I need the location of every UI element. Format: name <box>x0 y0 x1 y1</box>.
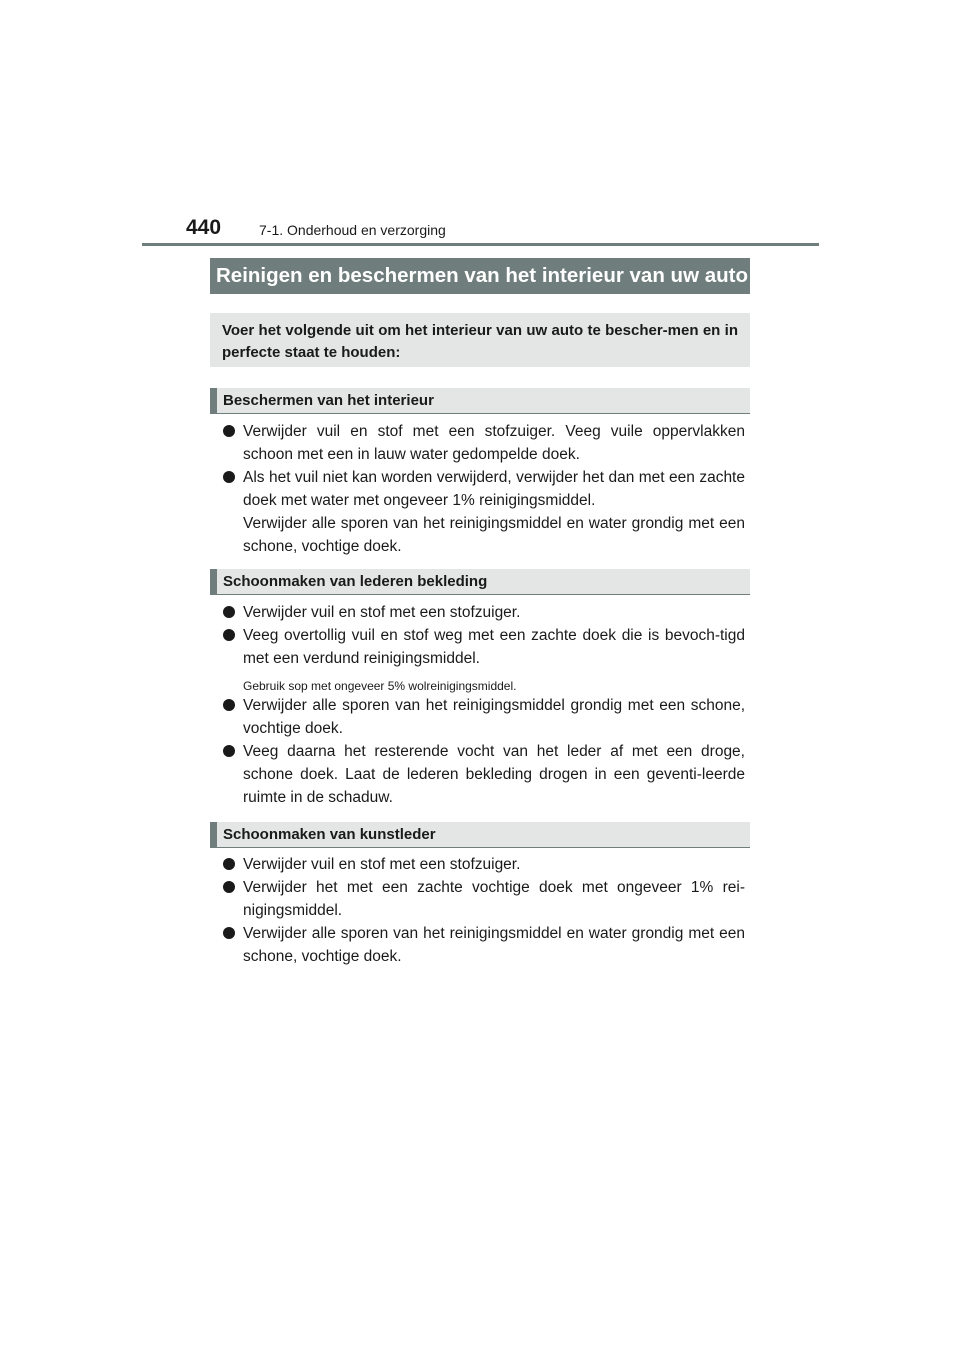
list-item <box>223 624 745 670</box>
list-item <box>223 420 745 466</box>
bullet-icon <box>223 425 235 437</box>
bullet-icon <box>223 881 235 893</box>
list-item-text: Verwijder vuil en stof met een stofzuiger. Veeg vuile oppervlakken schoon met een in lauw water gedompelde doek. <box>243 423 745 463</box>
list-item <box>223 876 745 922</box>
bullet-icon <box>223 699 235 711</box>
list-item-text: Verwijder alle sporen van het reinigingsmiddel grondig met een schone, vochtige doek. <box>243 697 745 737</box>
list-item <box>223 853 745 876</box>
section-heading-leather <box>210 569 750 595</box>
list-item-text: Veeg daarna het resterende vocht van het leder af met een droge, schone doek. Laat de lederen bekleding drogen in een geventi-leerde ruimte in de schaduw. <box>243 743 745 806</box>
header-rule <box>142 243 819 246</box>
list-item-text: Verwijder het met een zachte vochtige doek met ongeveer 1% rei-nigingsmiddel. <box>243 879 745 919</box>
list-item-text: Als het vuil niet kan worden verwijderd, verwijder het dan met een zachte doek met water met ongeveer 1% reinigingsmiddel. <box>243 469 745 509</box>
title-banner <box>210 258 750 294</box>
list-item <box>223 740 745 809</box>
list-item <box>223 922 745 968</box>
list-item-text: Verwijder alle sporen van het reinigingsmiddel en water grondig met een schone, vochtige doek. <box>243 515 745 555</box>
bullet-icon <box>223 471 235 483</box>
section-heading-label: Schoonmaken van lederen bekleding <box>223 573 488 590</box>
section-heading-interior <box>210 388 750 414</box>
bullet-icon <box>223 858 235 870</box>
intro-text: Voer het volgende uit om het interieur van uw auto te bescher-men en in perfecte staat te houden: <box>222 322 738 361</box>
list-item-text: Verwijder alle sporen van het reinigingsmiddel en water grondig met een schone, vochtige doek. <box>243 925 745 965</box>
running-header: 7-1. Onderhoud en verzorging <box>259 222 446 238</box>
list-item-text: Verwijder vuil en stof met een stofzuiger. <box>243 604 521 621</box>
list-item <box>223 601 745 624</box>
list-item <box>223 694 745 740</box>
list-item <box>223 466 745 512</box>
bullet-icon <box>223 927 235 939</box>
section-heading-label: Schoonmaken van kunstleder <box>223 826 436 843</box>
note-text: Gebruik sop met ongeveer 5% wolreinigingsmiddel. <box>243 679 517 693</box>
intro-box <box>210 313 750 367</box>
bullet-icon <box>223 629 235 641</box>
bullet-icon <box>223 745 235 757</box>
page-title: Reinigen en beschermen van het interieur van uw auto <box>216 264 748 287</box>
list-item-text: Veeg overtollig vuil en stof weg met een zachte doek die is bevoch-tigd met een verdund reinigingsmiddel. <box>243 627 745 667</box>
list-item-text: Verwijder vuil en stof met een stofzuiger. <box>243 856 521 873</box>
section-heading-label: Beschermen van het interieur <box>223 392 434 409</box>
section-heading-artificial-leather <box>210 822 750 848</box>
bullet-icon <box>223 606 235 618</box>
list-item-continuation <box>223 512 745 558</box>
page-number: 440 <box>186 216 222 239</box>
